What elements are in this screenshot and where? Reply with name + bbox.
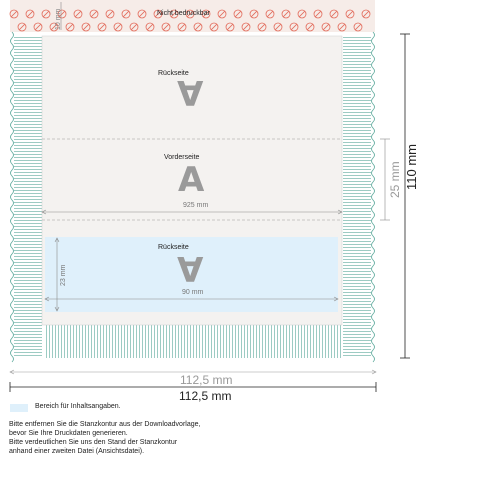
note-line: Bitte entfernen Sie die Stanzkontur aus der Downloadvorlage, — [9, 421, 201, 428]
legend-text: Bereich für Inhaltsangaben. — [35, 403, 121, 410]
no-print-label: Nicht bedruckbar — [157, 10, 210, 17]
width-925-label: 925 mm — [183, 202, 209, 209]
width-112-grey-label: 112,5 mm — [180, 373, 233, 387]
legend-swatch — [10, 404, 28, 412]
height-23-label: 23 mm — [60, 264, 67, 286]
front-letter: A — [178, 160, 205, 200]
back-top-letter: A — [177, 72, 204, 112]
back-top-label: Rückseite — [158, 70, 189, 77]
height-25-label: 25 mm — [388, 161, 402, 198]
right-wavy-edge — [372, 32, 375, 362]
back-bottom-label: Rückseite — [158, 244, 189, 251]
note-line: bevor Sie Ihre Druckdaten generieren. — [9, 430, 128, 437]
front-label: Vorderseite — [164, 154, 200, 161]
width-112-label: 112,5 mm — [179, 389, 232, 403]
ten-mm-label: 10 mm — [55, 8, 62, 30]
left-wavy-edge — [11, 32, 14, 362]
back-bottom-letter: A — [177, 248, 204, 288]
note-line: anhand einer zweiten Datei (Ansichtsdatei). — [9, 448, 145, 455]
bottom-hatch — [44, 325, 341, 358]
left-hatch — [14, 36, 42, 358]
height-110-label: 110 mm — [404, 144, 419, 190]
notes — [9, 420, 200, 456]
width-90-label: 90 mm — [182, 289, 204, 296]
note-line: Bitte verdeutlichen Sie uns den Stand der Stanzkontur — [9, 439, 178, 446]
right-hatch — [343, 36, 371, 358]
